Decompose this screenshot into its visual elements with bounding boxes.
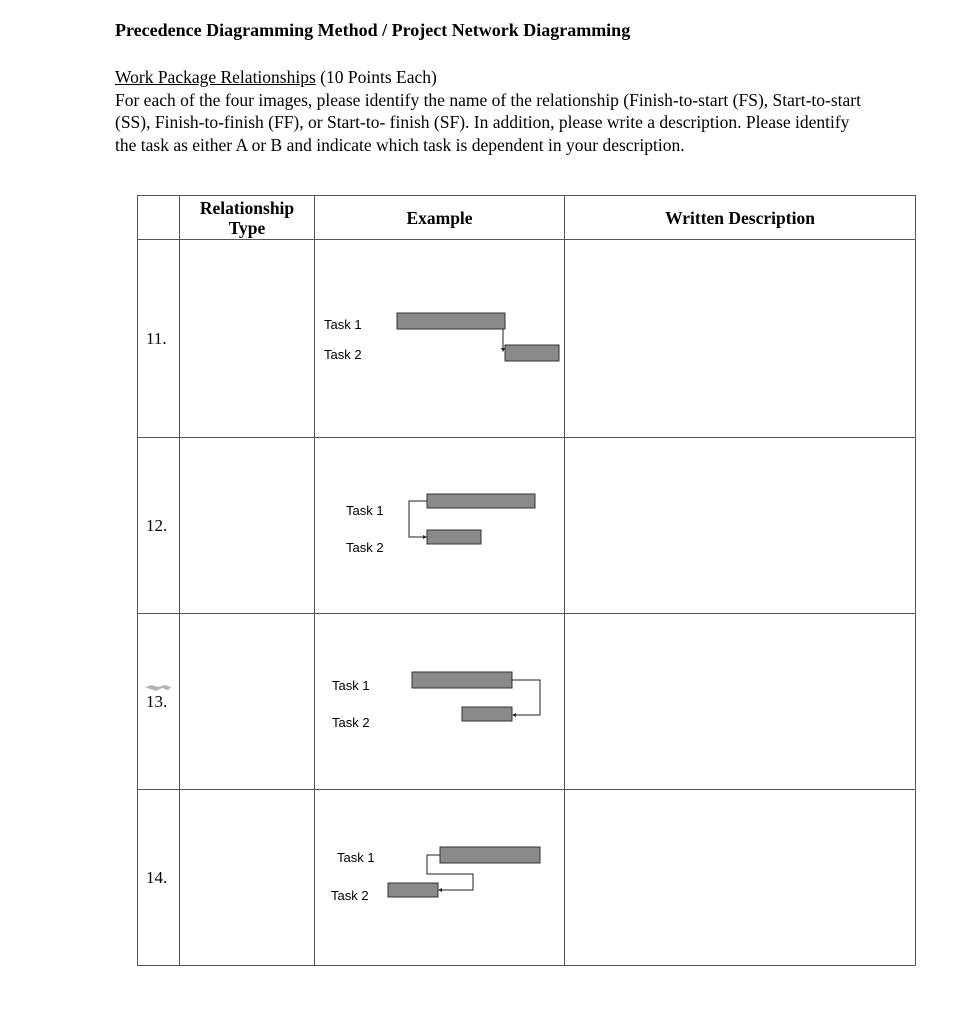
row-number: 14. — [138, 790, 180, 966]
description-cell[interactable] — [565, 614, 916, 790]
task-2-label: Task 2 — [346, 540, 384, 555]
page-title: Precedence Diagramming Method / Project Network Diagramming — [115, 20, 631, 40]
header-relationship-type: Relationship Type — [180, 196, 315, 240]
gantt-diagram — [315, 790, 565, 966]
arrowhead — [501, 348, 505, 352]
description-cell[interactable] — [565, 438, 916, 614]
task-2-bar — [427, 530, 481, 544]
relationship-type-cell[interactable] — [180, 614, 315, 790]
gantt-diagram — [315, 240, 565, 438]
relationship-type-cell[interactable] — [180, 438, 315, 614]
header-example: Example — [315, 196, 565, 240]
table-row — [138, 438, 916, 614]
row-number: 11. — [138, 240, 180, 438]
table-row — [138, 614, 916, 790]
task-2-label: Task 2 — [331, 888, 369, 903]
description-cell[interactable] — [565, 240, 916, 438]
task-2-label: Task 2 — [324, 347, 362, 362]
task-1-bar — [412, 672, 512, 688]
task-2-bar — [505, 345, 559, 361]
header-written-description: Written Description — [565, 196, 916, 240]
scan-mark-icon — [144, 684, 172, 692]
task-1-label: Task 1 — [324, 317, 362, 332]
relationship-table — [137, 195, 916, 966]
row-number: 13. — [138, 614, 180, 790]
table-row — [138, 240, 916, 438]
task-1-bar — [427, 494, 535, 508]
relationship-type-cell[interactable] — [180, 790, 315, 966]
example-cell — [315, 790, 565, 966]
instructions-block — [115, 66, 875, 156]
task-1-bar — [397, 313, 505, 329]
task-2-label: Task 2 — [332, 715, 370, 730]
task-1-bar — [440, 847, 540, 863]
points-note: (10 Points Each) — [315, 67, 437, 87]
example-cell — [315, 240, 565, 438]
task-2-bar — [388, 883, 438, 897]
header-number — [138, 196, 180, 240]
table-row — [138, 790, 916, 966]
arrowhead — [438, 888, 442, 892]
example-cell — [315, 438, 565, 614]
task-1-label: Task 1 — [337, 850, 375, 865]
dependency-line — [512, 680, 540, 715]
task-2-bar — [462, 707, 512, 721]
relationship-type-cell[interactable] — [180, 240, 315, 438]
header-row — [138, 196, 916, 240]
description-cell[interactable] — [565, 790, 916, 966]
section-heading: Work Package Relationships — [115, 67, 316, 87]
instructions-text: For each of the four images, please identify the name of the relationship (Finish-to-start (FS), Start-to-start (SS), Finish-to-finish (FF), or Start-to- finish (SF). In addition, please write a description. Please identify the task as either A or B and indicate which task is dependent in your description. — [115, 89, 861, 155]
dependency-line — [409, 501, 427, 537]
row-number: 12. — [138, 438, 180, 614]
task-1-label: Task 1 — [346, 503, 384, 518]
arrowhead — [423, 535, 427, 539]
gantt-diagram — [315, 438, 565, 614]
example-cell — [315, 614, 565, 790]
task-1-label: Task 1 — [332, 678, 370, 693]
arrowhead — [512, 713, 516, 717]
gantt-diagram — [315, 614, 565, 790]
